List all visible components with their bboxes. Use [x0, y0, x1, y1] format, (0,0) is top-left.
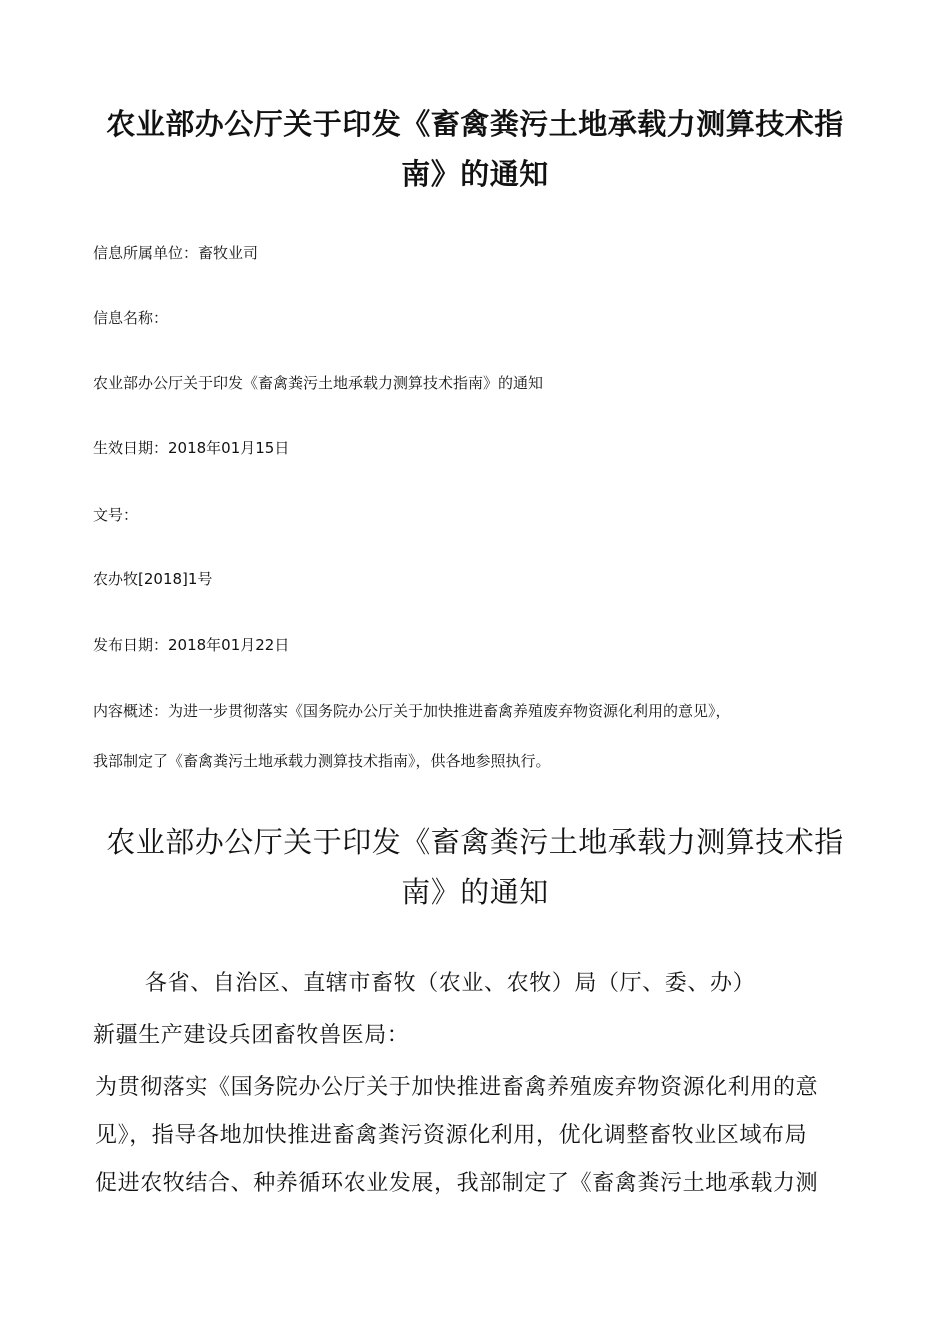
info-publish-date: 发布日期：2018年01月22日	[93, 636, 290, 654]
salutation-line-1: 各省、自治区、直辖市畜牧（农业、农牧）局（厅、委、办）	[145, 971, 756, 996]
info-summary-line-1: 内容概述：为进一步贯彻落实《国务院办公厅关于加快推进畜禽养殖废弃物资源化利用的意见》，	[93, 702, 731, 720]
page-title-line-1: 农业部办公厅关于印发《畜禽粪污土地承载力测算技术指	[106, 107, 844, 141]
body-line-2: 见》，指导各地加快推进畜禽粪污资源化利用，优化调整畜牧业区域布局	[95, 1123, 808, 1148]
salutation-line-2: 新疆生产建设兵团畜牧兽医局：	[93, 1023, 410, 1048]
document-title-line-2: 南》的通知	[401, 875, 549, 909]
body-line-1: 为贯彻落实《国务院办公厅关于加快推进畜禽养殖废弃物资源化利用的意	[95, 1075, 819, 1100]
info-name-label: 信息名称：	[93, 309, 169, 327]
info-effective-date: 生效日期：2018年01月15日	[93, 439, 290, 457]
document-title-line-1: 农业部办公厅关于印发《畜禽粪污土地承载力测算技术指	[106, 825, 844, 859]
info-summary-line-2: 我部制定了《畜禽粪污土地承载力测算技术指南》，供各地参照执行。	[93, 752, 551, 770]
body-line-3: 促进农牧结合、种养循环农业发展，我部制定了《畜禽粪污土地承载力测	[95, 1171, 819, 1196]
page-title-line-2: 南》的通知	[401, 157, 549, 191]
info-name-value: 农业部办公厅关于印发《畜禽粪污土地承载力测算技术指南》的通知	[93, 374, 544, 392]
info-doc-no-value: 农办牧[2018]1号	[93, 570, 213, 588]
info-doc-no-label: 文号：	[93, 506, 139, 524]
info-unit: 信息所属单位：畜牧业司	[93, 244, 259, 262]
